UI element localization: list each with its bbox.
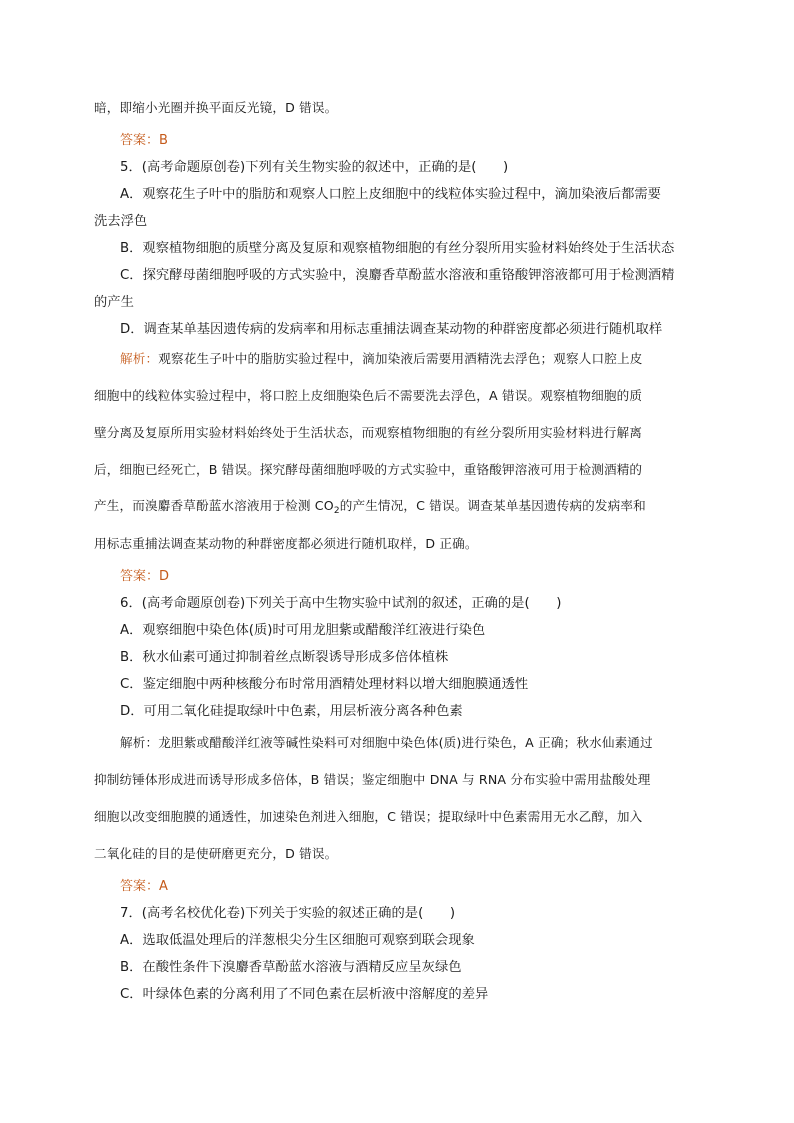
text: C．叶绿体色素的分离利用了不同色素在层析液中溶解度的差异 (120, 987, 489, 1002)
option-line (120, 932, 475, 950)
option-line (120, 186, 661, 204)
text: 龙胆紫或醋酸洋红液等碱性染料可对细胞中染色体(质)进行染色，A 正确；秋水仙素通过 (158, 735, 653, 750)
explanation-line (94, 535, 478, 553)
option-line (120, 622, 485, 640)
option-line (120, 240, 674, 258)
text: 洗去浮色 (94, 214, 148, 229)
question-stem (120, 595, 561, 613)
text: A．观察细胞中染色体(质)时可用龙胆紫或醋酸洋红液进行染色 (120, 623, 486, 638)
subscript: 2 (333, 506, 340, 516)
text: 5．(高考命题原创卷)下列有关生物实验的叙述中，正确的是( ) (120, 160, 509, 175)
option-line (120, 649, 448, 667)
option-line (94, 294, 134, 312)
answer-line (120, 132, 168, 150)
text: 用标志重捕法调查某动物的种群密度都必须进行随机取样，D 正确。 (94, 536, 478, 551)
answer-value: D (159, 569, 170, 584)
answer-value: A (159, 879, 168, 894)
text: 的产生 (94, 295, 134, 310)
text: 产生，而溴麝香草酚蓝水溶液用于检测 CO (94, 498, 334, 513)
text: D．可用二氧化硅提取绿叶中色素，用层析液分离各种色素 (120, 704, 463, 719)
text: A．选取低温处理后的洋葱根尖分生区细胞可观察到联会现象 (120, 933, 475, 948)
text: 二氧化硅的目的是使研磨更充分，D 错误。 (94, 846, 338, 861)
explanation-line (120, 350, 643, 368)
explanation-label: 解析： (120, 735, 159, 750)
text: 抑制纺锤体形成进而诱导形成多倍体，B 错误；鉴定细胞中 DNA 与 RNA 分布实验中需用盐酸处理 (94, 772, 651, 787)
option-line (120, 676, 528, 694)
explanation-line (120, 734, 653, 752)
text: 6．(高考命题原创卷)下列关于高中生物实验中试剂的叙述，正确的是( ) (120, 596, 562, 611)
text: 暗，即缩小光圈并换平面反光镜，D 错误。 (94, 100, 338, 115)
explanation-line (94, 497, 646, 520)
answer-label: 答案： (120, 133, 160, 148)
text: 7．(高考名校优化卷)下列关于实验的叙述正确的是( ) (120, 906, 456, 921)
explanation-line (94, 808, 642, 826)
text: 后，细胞已经死亡，B 错误。探究酵母菌细胞呼吸的方式实验中，重铬酸钾溶液可用于检测酒精的 (94, 462, 643, 477)
explanation-label: 解析： (120, 351, 159, 366)
text: C．鉴定细胞中两种核酸分布时常用酒精处理材料以增大细胞膜通透性 (120, 677, 529, 692)
text: B．观察植物细胞的质壁分离及复原和观察植物细胞的有丝分裂所用实验材料始终处于生活状态 (120, 241, 675, 256)
text: B．秋水仙素可通过抑制着丝点断裂诱导形成多倍体植株 (120, 650, 449, 665)
answer-label: 答案： (120, 879, 160, 894)
question-stem (120, 159, 508, 177)
text: 壁分离及复原所用实验材料始终处于生活状态，而观察植物细胞的有丝分裂所用实验材料进行解离 (94, 425, 642, 440)
answer-line (120, 878, 168, 896)
text: C．探究酵母菌细胞呼吸的方式实验中，溴麝香草酚蓝水溶液和重铬酸钾溶液都可用于检测酒精 (120, 268, 675, 283)
question-stem (120, 905, 455, 923)
option-line (120, 959, 462, 977)
option-line (120, 321, 662, 339)
answer-line (120, 568, 169, 586)
text: 观察花生子叶中的脂肪实验过程中，滴加染液后需要用酒精洗去浮色；观察人口腔上皮 (158, 351, 643, 366)
explanation-line (94, 845, 337, 863)
explanation-line (94, 771, 651, 789)
answer-value: B (159, 133, 168, 148)
text: B．在酸性条件下溴麝香草酚蓝水溶液与酒精反应呈灰绿色 (120, 960, 462, 975)
explanation-line (94, 461, 642, 479)
text: 细胞以改变细胞膜的通透性，加速染色剂进入细胞，C 错误；提取绿叶中色素需用无水乙醇，加入 (94, 809, 643, 824)
option-line (120, 986, 488, 1004)
option-line (120, 267, 674, 285)
explanation-line (94, 99, 337, 117)
option-line (120, 703, 463, 721)
text: D．调查某单基因遗传病的发病率和用标志重捕法调查某动物的种群密度都必须进行随机取样 (120, 322, 663, 337)
text: 细胞中的线粒体实验过程中，将口腔上皮细胞染色后不需要洗去浮色，A 错误。观察植物细胞的质 (94, 388, 643, 403)
explanation-line (94, 424, 642, 442)
answer-label: 答案： (120, 569, 160, 584)
explanation-line (94, 387, 642, 405)
text: 的产生情况，C 错误。调查某单基因遗传病的发病率和 (339, 498, 646, 513)
text: A．观察花生子叶中的脂肪和观察人口腔上皮细胞中的线粒体实验过程中，滴加染液后都需要 (120, 187, 661, 202)
option-line (94, 213, 147, 231)
